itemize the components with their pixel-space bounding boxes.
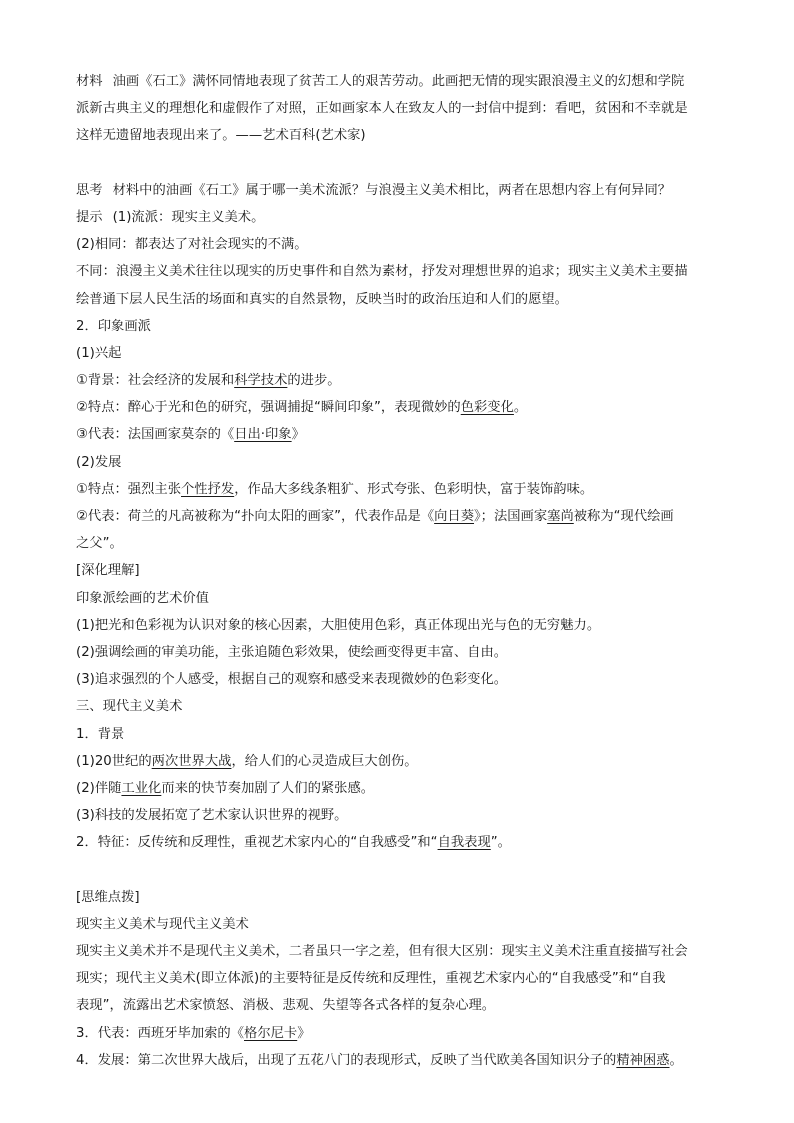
subheading-rise: (1)兴起: [76, 345, 122, 361]
thinking-tips-label: [思维点拨]: [76, 889, 140, 905]
material-label: 材料: [76, 74, 103, 89]
rise-feature: ②特点：醉心于光和色的研究，强调捕捉“瞬间印象”，表现微妙的色彩变化。: [76, 400, 528, 416]
thinking-tips-title: 现实主义美术与现代主义美术: [76, 916, 249, 932]
bg-point-2: (2)伴随工业化而来的快节奏加剧了人们的紧张感。: [76, 780, 375, 796]
dev-representative-2: 之父”。: [76, 536, 123, 552]
deepen-label: [深化理解]: [76, 563, 140, 579]
bg-point-3: (3)科技的发展拓宽了艺术家认识世界的视野。: [76, 808, 348, 824]
hint-line-3: 不同：浪漫主义美术往往以现实的历史事件和自然为素材，抒发对理想世界的追求；现实主义美术主要描: [76, 264, 688, 280]
section-heading-impressionism: 2．印象画派: [76, 318, 151, 334]
deepen-point-3: (3)追求强烈的个人感受，根据自己的观察和感受来表现微妙的色彩变化。: [76, 672, 508, 688]
modernism-feature: 2．特征：反传统和反理性，重视艺术家内心的“自我感受”和“自我表现”。: [76, 835, 511, 851]
rise-background: ①背景：社会经济的发展和科学技术的进步。: [76, 373, 341, 389]
tips-line-2: 现实；现代主义美术(即立体派)的主要特征是反传统和反理性，重视艺术家内心的“自我感受”和“自我: [76, 971, 666, 987]
deepen-point-1: (1)把光和色彩视为认识对象的核心因素，大胆使用色彩，真正体现出光与色的无穷魅力。: [76, 617, 601, 633]
tips-line-1: 现实主义美术并不是现代主义美术，二者虽只一字之差，但有很大区别：现实主义美术注重直接描写社会: [76, 944, 688, 959]
material-line-1: 材料 油画《石工》满怀同情地表现了贫苦工人的艰苦劳动。此画把无情的现实跟浪漫主义的幻想和学院: [76, 74, 685, 89]
dev-representative-1: ②代表：荷兰的凡高被称为“扑向太阳的画家”，代表作品是《向日葵》；法国画家塞尚被称为“现代绘画: [76, 509, 674, 524]
modernism-development: 4．发展：第二次世界大战后，出现了五花八门的表现形式，反映了当代欧美各国知识分子的精神困惑。: [76, 1052, 683, 1068]
material-line-2: 派新古典主义的理想化和虚假作了对照，正如画家本人在致友人的一封信中提到：看吧，贫困和不幸就是: [76, 101, 688, 117]
deepen-title: 印象派绘画的艺术价值: [76, 590, 209, 606]
think-question: 思考 材料中的油画《石工》属于哪一美术流派？与浪漫主义美术相比，两者在思想内容上有何异同？: [76, 182, 672, 198]
deepen-point-2: (2)强调绘画的审美功能，主张追随色彩效果，使绘画变得更丰富、自由。: [76, 644, 508, 660]
material-line-3: 这样无遗留地表现出来了。——艺术百科(艺术家): [76, 128, 366, 144]
think-label: 思考: [76, 182, 103, 198]
tips-line-3: 表现”，流露出艺术家愤怒、消极、悲观、失望等各式各样的复杂心理。: [76, 998, 496, 1014]
hint-label: 提示: [76, 209, 103, 225]
material-line-4: [76, 150, 724, 177]
dev-feature: ①特点：强烈主张个性抒发，作品大多线条粗犷、形式夸张、色彩明快，富于装饰韵味。: [76, 481, 594, 497]
subheading-development: (2)发展: [76, 454, 122, 470]
hint-line-2: (2)相同：都表达了对社会现实的不满。: [76, 237, 308, 253]
hint-line-4: 绘普通下层人民生活的场面和真实的自然景物，反映当时的政治压迫和人们的愿望。: [76, 291, 568, 307]
bg-point-1: (1)20世纪的两次世界大战，给人们的心灵造成巨大创伤。: [76, 753, 418, 769]
subheading-background: 1．背景: [76, 726, 125, 742]
rise-representative: ③代表：法国画家莫奈的《日出·印象》: [76, 427, 305, 443]
document-body: [76, 68, 724, 1074]
section-heading-modernism: 三、现代主义美术: [76, 699, 183, 715]
modernism-representative: 3．代表：西班牙毕加索的《格尔尼卡》: [76, 1025, 311, 1041]
hint-line-1: 提示 (1)流派：现实主义美术。: [76, 209, 265, 225]
